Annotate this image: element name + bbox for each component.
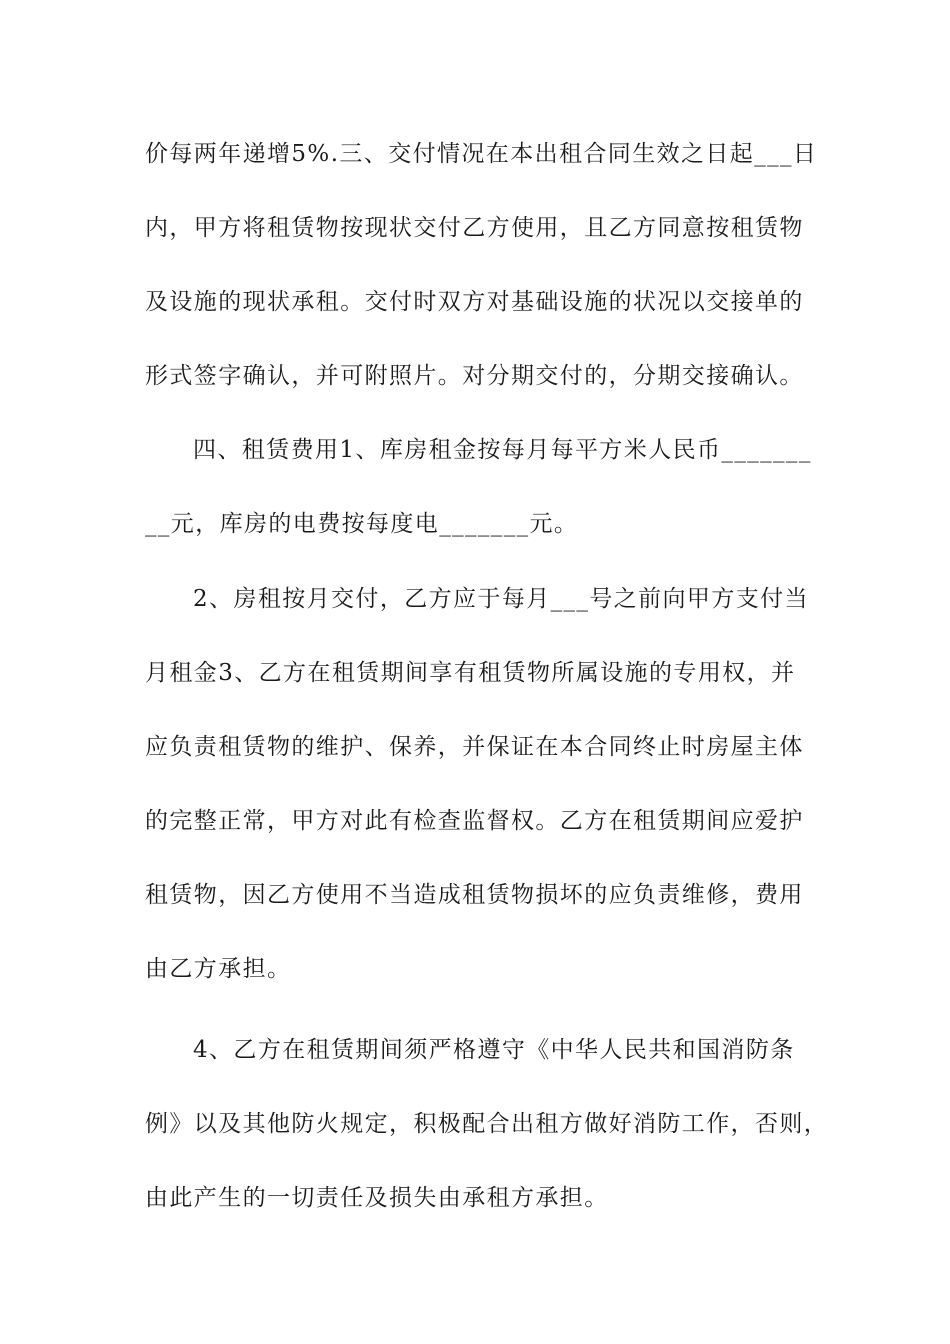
paragraph-line: 4、乙方在租赁期间须严格遵守《中华人民共和国消防条 [193,1037,795,1063]
paragraph-line: 应负责租赁物的维护、保养，并保证在本合同终止时房屋主体 [145,734,804,760]
paragraph-line: 的完整正常，甲方对此有检查监督权。乙方在租赁期间应爱护 [145,808,804,834]
paragraph-line: 由乙方承担。 [145,956,292,982]
paragraph-line: 价每两年递增5%.三、交付情况在本出租合同生效之日起___日 [145,141,818,167]
paragraph-line: 内，甲方将租赁物按现状交付乙方使用，且乙方同意按租赁物 [145,215,804,241]
paragraph-line: 形式签字确认，并可附照片。对分期交付的，分期交接确认。 [145,363,804,389]
paragraph-line: 例》以及其他防火规定，积极配合出租方做好消防工作，否则， [145,1111,829,1137]
paragraph-line: 由此产生的一切责任及损失由承租方承担。 [145,1185,609,1211]
paragraph-line: 2、房租按月交付，乙方应于每月___号之前向甲方支付当 [193,586,809,612]
paragraph-line: 租赁物，因乙方使用不当造成租赁物损坏的应负责维修，费用 [145,882,804,908]
paragraph-line: 及设施的现状承租。交付时双方对基础设施的状况以交接单的 [145,289,804,315]
paragraph-line: __元，库房的电费按每度电_______元。 [145,511,579,537]
paragraph-line: 四、租赁费用1、库房租金按每月每平方米人民币_______ [193,437,812,463]
paragraph-line: 月租金3、乙方在租赁期间享有租赁物所属设施的专用权，并 [145,660,796,686]
